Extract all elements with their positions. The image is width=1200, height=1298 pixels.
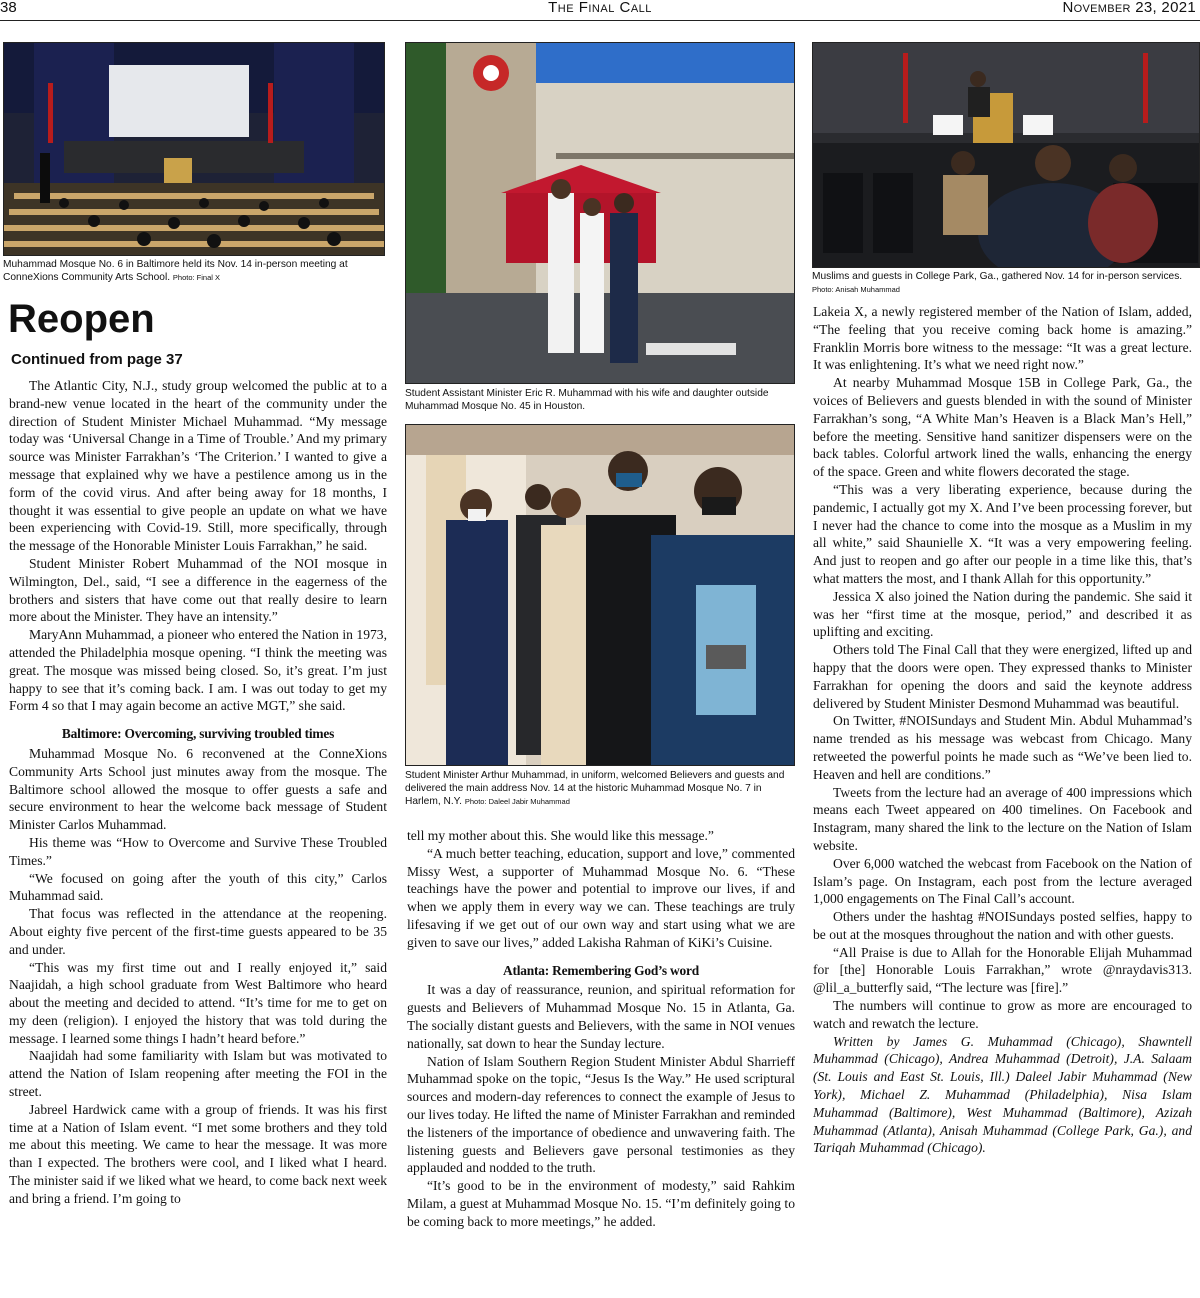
page-number: 38: [0, 0, 17, 16]
harlem-group-photo: [405, 424, 795, 766]
caption-text: Muslims and guests in College Park, Ga., gathered Nov. 14 for in-person services.: [812, 271, 1183, 282]
article-paragraph: Jessica X also joined the Nation during the pandemic. She said it was her “first time at the mosque, period,” and described it as uplifting and exciting.: [813, 588, 1192, 640]
issue-date: November 23, 2021: [1062, 0, 1196, 16]
article-paragraph: Nation of Islam Southern Region Student Minister Abdul Sharrieff Muhammad spoke on the topic, “Jesus Is the Way.” He used scriptural sources and modern-day references to connect the example of Jesus to our lives today. He lifted the name of Minister Farrakhan and reminded the listeners of the importance of obedience and unwavering faith. The listening guests and Believers gave personal testimonies as they applauded and nodded to the truth.: [407, 1053, 795, 1176]
photo-caption: [3, 258, 383, 284]
article-paragraph: “All Praise is due to Allah for the Honorable Elijah Muhammad for [the] Honorable Louis Farrakhan,” wrote @nraydavis313. @lil_a_butterfly said, “The lecture was [fire].”: [813, 944, 1192, 996]
photo-caption: [405, 387, 793, 413]
caption-text: Student Assistant Minister Eric R. Muhammad with his wife and daughter outside Muhammad Mosque No. 45 in Houston.: [405, 388, 769, 412]
baltimore-auditorium-photo: [3, 42, 385, 256]
article-paragraph: Lakeia X, a newly registered member of the Nation of Islam, added, “The feeling that you receive coming back home is amazing.” Franklin Morris bore witness to the message: “It was a great lecture. It was enlightening. It’s what we need right now.”: [813, 304, 1192, 373]
article-paragraph: “It’s good to be in the environment of modesty,” said Rahkim Milam, a guest at Muhammad Mosque No. 15. “I’m definitely going to be coming back to more meetings,” he added.: [407, 1178, 795, 1229]
photo-caption: [812, 270, 1200, 296]
article-paragraph: The Atlantic City, N.J., study group welcomed the public at to a brand-new venue located in the heart of the community under the direction of Student Minister Michael Muhammad. “My message today was ‘Universal Change in a Time of Trouble.’ And my primary source was Minister Farrakhan’s ‘The Criterion.’ I wanted to give a message that explained why we have a pestilence among us in the form of the covid virus. And after being away for 18 months, I thought it was essential to give people an update on what we have been experiencing with Covid-19. Still, more specifically, through the message of the Honorable Minister Louis Farrakhan,” he said.: [9, 378, 387, 554]
houston-family-photo: [405, 42, 795, 384]
page-header: [0, 0, 1200, 21]
article-paragraph: It was a day of reassurance, reunion, and spiritual reformation for guests and Believers of Muhammad Mosque No. 15 in Atlanta, Ga. The socially distant guests and Believers, with the same in NOI venues nationally, sat down to hear the Sunday lecture.: [407, 982, 795, 1051]
article-paragraph: MaryAnn Muhammad, a pioneer who entered the Nation in 1973, attended the Philadelphia mosque opening. “I think the meeting was great. The mosque was missed being closed. So, it’s great. I’m just happy to see that it’s coming back. I am. I was out today to get my Form 4 so that I may again become an active MGT,” she said.: [9, 627, 387, 714]
article-column-1: [9, 377, 387, 1295]
article-paragraph: On Twitter, #NOISundays and Student Min. Abdul Muhammad’s name trended as his message was webcast from Chicago. Many retweeted the powerful points he made such as “We’ve been lied to. Heaven and hell are conditions.”: [813, 713, 1192, 782]
continued-from-note: Continued from page 37: [11, 351, 183, 368]
article-paragraph: At nearby Muhammad Mosque 15B in College Park, Ga., the voices of Believers and guests blended in with the sound of Minister Farrakhan’s song, “A White Man’s Heaven is a Black Man’s Hell,” before the meeting. Sensitive hand sanitizer dispensers were on the back tables. Colorful artwork lined the walls, enhancing the energy of the space. Green and white flowers decorated the stage.: [813, 375, 1192, 480]
photo-caption: [405, 769, 795, 808]
article-paragraph: Jabreel Hardwick came with a group of friends. It was his first time at a Nation of Islam event. “I met some brothers and they told me about this meeting. We came to hear the message. It was more than I expected. The brothers were cool, and I liked what I heard. The minister said if we liked what we heard, to come back next week and bring a friend. I’m going to: [9, 1101, 387, 1206]
photo-credit: Photo: Daleel Jabir Muhammad: [464, 797, 570, 806]
article-paragraph: Student Minister Robert Muhammad of the NOI mosque in Wilmington, Del., said, “I see a difference in the eagerness of the brothers and sisters that have come out that really desire to learn more about the Minister. They have an intensity.”: [9, 555, 387, 625]
college-park-service-photo: [812, 42, 1200, 268]
article-headline: Reopen: [8, 297, 155, 341]
section-subhead: Baltimore: Overcoming, surviving troubled times: [61, 726, 335, 742]
article-paragraph: Muhammad Mosque No. 6 reconvened at the ConneXions Community Arts School just minutes away from the mosque. The Baltimore school allowed the mosque to offer guests a safe and secure environment to hear the welcome back message of Student Minister Carlos Muhammad.: [9, 745, 387, 833]
article-paragraph: Others under the hashtag #NOISundays posted selfies, happy to be out at the mosques throughout the nation and with other guests.: [813, 909, 1192, 942]
article-paragraph: Naajidah had some familiarity with Islam but was motivated to attend the Nation of Islam reopening after meeting the FOI in the street.: [9, 1048, 387, 1100]
article-paragraph: “This was my first time out and I really enjoyed it,” said Naajidah, a high school graduate from West Baltimore who heard about the meeting and decided to attend. “It’s time for me to get on my deen (religion). I enjoyed the history that was told during the message. I learned some things I hadn’t heard before.”: [9, 959, 387, 1046]
article-paragraph: “A much better teaching, education, support and love,” commented Missy West, a supporter of Muhammad Mosque No. 6. “These teachings have the power and potential to improve our lives, if and when we apply them in every way we can. These teachings are truly lifesaving if we get out of our own way and start using what we are given to save our lives,” added Lakisha Rahman of KiKi’s Cuisine.: [407, 845, 795, 950]
caption-text: Student Minister Arthur Muhammad, in uniform, welcomed Believers and guests and delivered the main address Nov. 14 at the historic Muhammad Mosque No. 7 in Harlem, N.Y.: [405, 770, 785, 807]
article-column-3: [813, 303, 1192, 1295]
article-column-2: [407, 827, 795, 1295]
section-subhead: Atlanta: Remembering God’s word: [503, 962, 699, 978]
caption-text: Muhammad Mosque No. 6 in Baltimore held its Nov. 14 in-person meeting at ConneXions Community Arts School.: [3, 259, 348, 283]
article-byline: Written by James G. Muhammad (Chicago), Shawntell Muhammad (Chicago), Andrea Muhammad (Detroit), J.A. Salaam (St. Louis and East St. Louis, Ill.) Daleel Jabir Muhammad (New York), Michael Z. Muhammad (Philadelphia), Nisa Islam Muhammad (Baltimore), West Muhammad (Baltimore), Azizah Muhammad (Atlanta), Anisah Muhammad (College Park, Ga.), and Tariqah Muhammad (Chicago).: [813, 1033, 1192, 1156]
article-paragraph: Over 6,000 watched the webcast from Facebook on the Nation of Islam’s page. On Instagram, each post from the lecture averaged 1,000 engagements on The Final Call’s account.: [813, 855, 1192, 907]
photo-credit: Photo: Final X: [172, 273, 220, 282]
article-paragraph: Others told The Final Call that they were energized, lifted up and happy that the doors were open. They expressed thanks to Minister Farrakhan for opening the doors and said the keynote address delivered by Student Minister Desmond Muhammad was beautiful.: [813, 642, 1192, 711]
publication-name: The Final Call: [548, 0, 652, 16]
article-paragraph: “We focused on going after the youth of this city,” Carlos Muhammad said.: [9, 870, 387, 904]
article-paragraph: “This was a very liberating experience, because during the pandemic, I actually got my X. And I’ve been processing forever, but I never had the chance to come into the mosque as a Muslim in my all white,” said Shaunielle X. “It was a very empowering feeling. And just to reopen and go after our people in a time like this, that’s what matters the most, and I thank Allah for this opportunity.”: [813, 481, 1192, 586]
photo-credit: Photo: Anisah Muhammad: [812, 285, 900, 294]
article-paragraph: The numbers will continue to grow as more are encouraged to watch and rewatch the lecture.: [813, 998, 1192, 1031]
article-paragraph: tell my mother about this. She would like this message.”: [407, 828, 714, 843]
article-paragraph: That focus was reflected in the attendance at the reopening. About eighty five percent of the first-time guests appeared to be 35 and under.: [9, 906, 387, 957]
article-paragraph: Tweets from the lecture had an average of 400 impressions which means each Tweet appeared on 400 timelines. On Facebook and Instagram, many shared the link to the lecture on the Nation of Islam website.: [813, 784, 1192, 853]
article-paragraph: His theme was “How to Overcome and Survive These Troubled Times.”: [9, 834, 387, 868]
